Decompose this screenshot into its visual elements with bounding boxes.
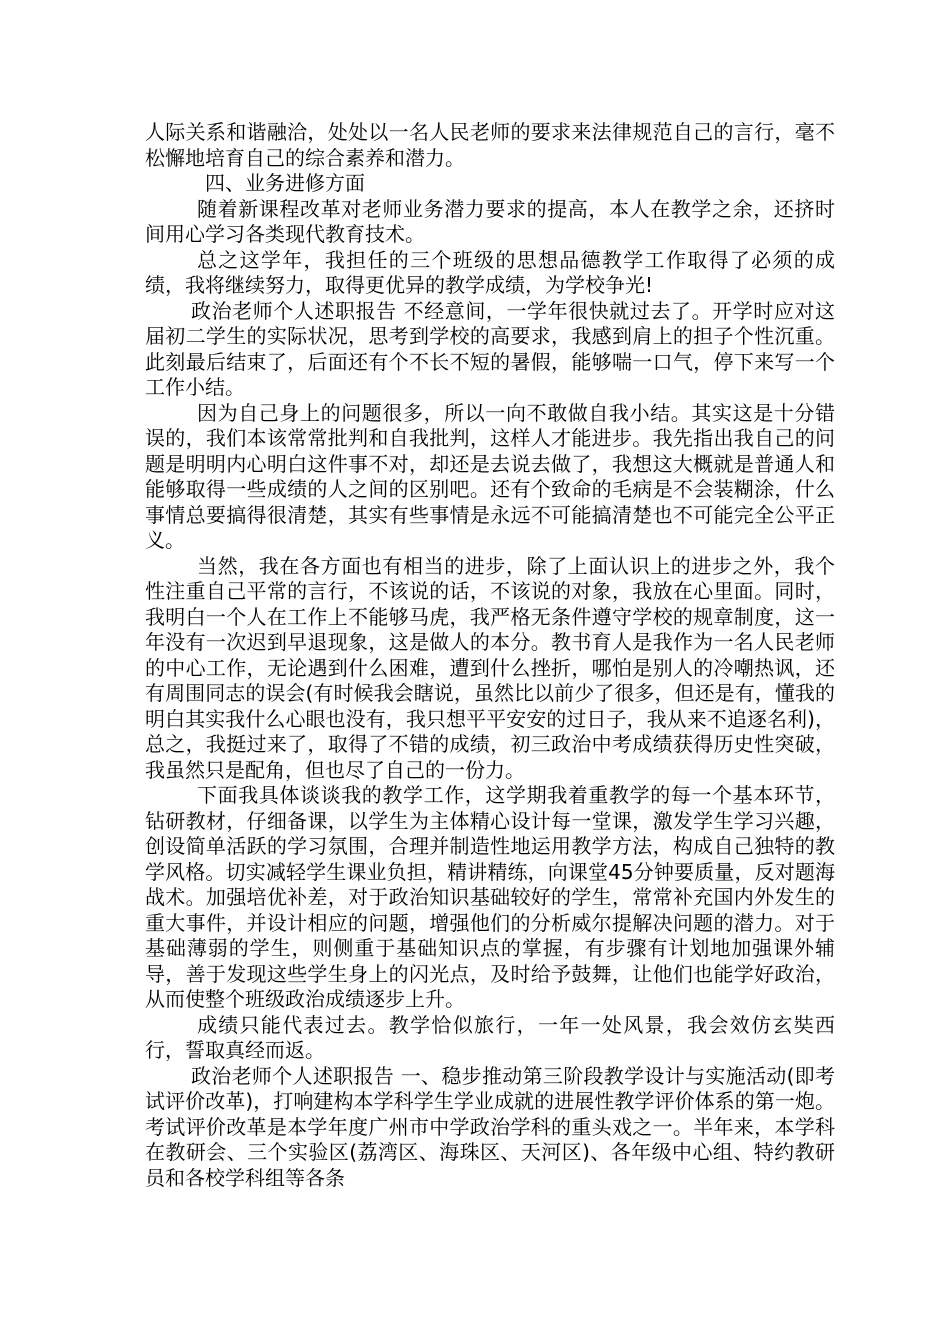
report-paragraph: 政治老师个人述职报告 不经意间，一学年很快就过去了。开学时应对这届初二学生的实际状况，思考到学校的高要求，我感到肩上的担子个性沉重。此刻最后结束了，后面还有个不长不短的暑假，能够喘一口气，停下来写一个工作小结。	[145, 298, 835, 399]
document-body	[145, 120, 835, 1191]
paragraph: 下面我具体谈谈我的教学工作，这学期我着重教学的每一个基本环节，钻研教材，仔细备课，以学生为主体精心设计每一堂课，激发学生学习兴趣，创设简单活跃的学习氛围，合理并制造性地运用教学方法，构成自己独特的教学风格。切实减轻学生课业负担，精讲精练，向课堂45分钟要质量，反对题海战术。加强培优补差，对于政治知识基础较好的学生，常常补充国内外发生的重大事件，并设计相应的问题，增强他们的分析威尔提解决问题的潜力。对于基础薄弱的学生，则侧重于基础知识点的掌握，有步骤有计划地加强课外辅导，善于发现这些学生身上的闪光点，及时给予鼓舞，让他们也能学好政治，从而使整个班级政治成绩逐步上升。	[145, 783, 835, 1011]
paragraph: 成绩只能代表过去。教学恰似旅行，一年一处风景，我会效仿玄奘西行，誓取真经而返。	[145, 1012, 835, 1062]
paragraph-continuation: 人际关系和谐融洽，处处以一名人民老师的要求来法律规范自己的言行，毫不松懈地培育自己的综合素养和潜力。	[145, 120, 835, 170]
paragraph: 随着新课程改革对老师业务潜力要求的提高，本人在教学之余，还挤时间用心学习各类现代教育技术。	[145, 196, 835, 246]
section-heading: 四、业务进修方面	[205, 171, 365, 195]
paragraph: 当然，我在各方面也有相当的进步，除了上面认识上的进步之外，我个性注重自己平常的言行，不该说的话，不该说的对象，我放在心里面。同时，我明白一个人在工作上不能够马虎，我严格无条件遵守学校的规章制度，这一年没有一次迟到早退现象，这是做人的本分。教书育人是我作为一名人民老师的中心工作，无论遇到什么困难，遭到什么挫折，哪怕是别人的冷嘲热讽，还有周围同志的误会(有时候我会瞎说，虽然比以前少了很多，但还是有，懂我的明白其实我什么心眼也没有，我只想平平安安的过日子，我从来不追逐名利)，总之，我挺过来了，取得了不错的成绩，初三政治中考成绩获得历史性突破，我虽然只是配角，但也尽了自己的一份力。	[145, 553, 835, 782]
paragraph: 因为自己身上的问题很多，所以一向不敢做自我小结。其实这是十分错误的，我们本该常常批判和自我批判，这样人才能进步。我先指出我自己的问题是明明内心明白这件事不对，却还是去说去做了，我想这大概就是普通人和能够取得一些成绩的人之间的区别吧。还有个致命的毛病是不会装糊涂，什么事情总要搞得很清楚，其实有些事情是永远不可能搞清楚也不可能完全公平正义。	[145, 400, 835, 552]
paragraph: 总之这学年，我担任的三个班级的思想品德教学工作取得了必须的成绩，我将继续努力，取得更优异的教学成绩，为学校争光!	[145, 247, 835, 297]
report-paragraph: 政治老师个人述职报告 一、稳步推动第三阶段教学设计与实施活动(即考试评价改革)，打响建构本学科学生学业成就的进展性教学评价体系的第一炮。考试评价改革是本学年度广州市中学政治学科的重头戏之一。半年来，本学科在教研会、三个实验区(荔湾区、海珠区、天河区)、各年级中心组、特约教研员和各校学科组等各条	[145, 1063, 835, 1190]
